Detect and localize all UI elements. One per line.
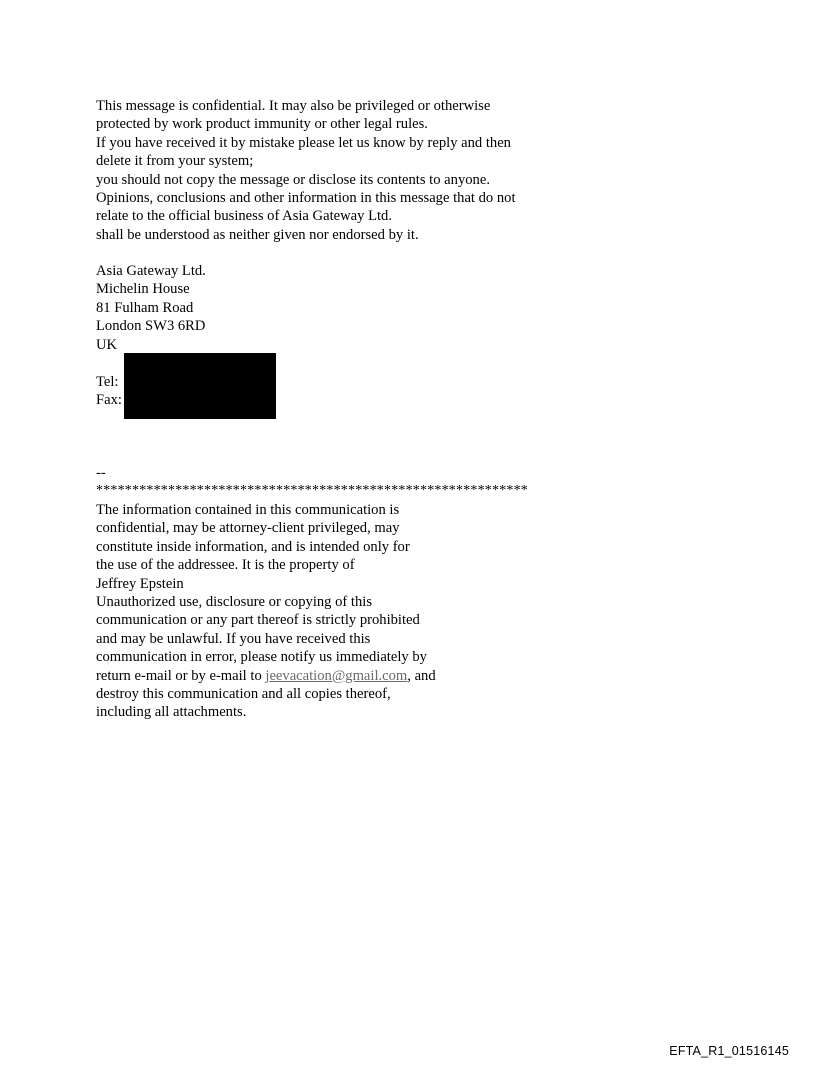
email-line-prefix: return e-mail or by e-mail to <box>96 667 266 684</box>
disclaimer-line: If you have received it by mistake please let us know by reply and then <box>96 134 511 151</box>
tel-label: Tel: <box>96 374 119 390</box>
notice-email-line <box>96 667 436 685</box>
disclaimer-line: shall be understood as neither given nor endorsed by it. <box>96 226 419 243</box>
contact-numbers <box>96 373 122 410</box>
disclaimer-line: delete it from your system; <box>96 153 254 170</box>
disclaimer-line: Opinions, conclusions and other information in this message that do not <box>96 189 516 206</box>
notice-line: destroy this communication and all copies thereof, <box>96 685 391 702</box>
notice-line: communication or any part thereof is strictly prohibited <box>96 612 420 629</box>
email-line-suffix: , and <box>407 667 436 684</box>
confidentiality-disclaimer <box>96 97 516 244</box>
company-address <box>96 262 206 354</box>
disclaimer-line: This message is confidential. It may also be privileged or otherwise <box>96 98 491 114</box>
disclaimer-line: protected by work product immunity or other legal rules. <box>96 116 428 133</box>
notice-line: Unauthorized use, disclosure or copying of this <box>96 593 373 610</box>
disclaimer-line: you should not copy the message or disclose its contents to anyone. <box>96 171 490 188</box>
notice-line: including all attachments. <box>96 704 247 721</box>
notice-line: The information contained in this communication is <box>96 502 400 518</box>
address-line: Michelin House <box>96 281 190 298</box>
signature-separator <box>96 464 528 501</box>
separator-dashes: -- <box>96 465 106 481</box>
notice-line: communication in error, please notify us immediately by <box>96 649 427 666</box>
notice-line: the use of the addressee. It is the property of <box>96 557 355 574</box>
redaction-box <box>124 353 276 419</box>
address-line: 81 Fulham Road <box>96 299 194 316</box>
email-link[interactable]: jeevacation@gmail.com <box>265 667 408 684</box>
fax-label: Fax: <box>96 392 122 409</box>
disclaimer-line: relate to the official business of Asia Gateway Ltd. <box>96 208 392 225</box>
notice-line: constitute inside information, and is intended only for <box>96 538 410 555</box>
address-line: Asia Gateway Ltd. <box>96 263 206 279</box>
address-line: London SW3 6RD <box>96 318 206 335</box>
bates-number: EFTA_R1_01516145 <box>669 1044 789 1058</box>
notice-line: and may be unlawful. If you have received this <box>96 630 371 647</box>
separator-stars: ************************************************************ <box>96 483 528 499</box>
address-line: UK <box>96 336 118 353</box>
notice-line: confidential, may be attorney-client privileged, may <box>96 520 400 537</box>
legal-notice <box>96 501 436 722</box>
notice-line: Jeffrey Epstein <box>96 575 184 592</box>
